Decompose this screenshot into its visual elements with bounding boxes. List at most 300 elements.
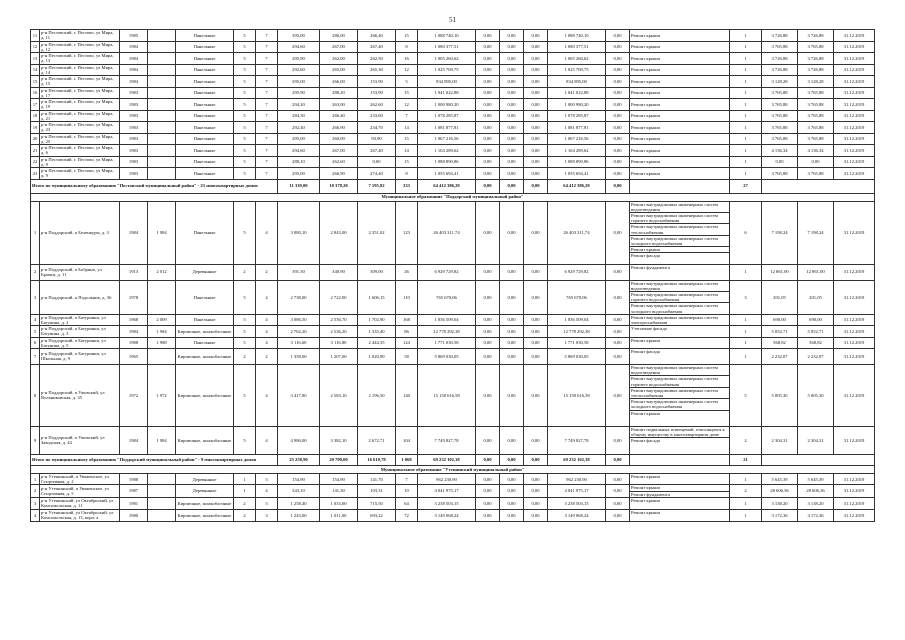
total-c13: 0,00 bbox=[476, 179, 500, 193]
year-built-cell: 1983 bbox=[120, 168, 148, 180]
table-row bbox=[31, 168, 875, 180]
wall-material-cell: Кирпичные, шлакоблочные bbox=[176, 348, 234, 364]
work-type-cell: Ремонт крыши bbox=[630, 41, 730, 53]
work-type-item: Ремонт фундамента bbox=[631, 491, 670, 497]
value-c16: 1 041 022,88 bbox=[548, 87, 606, 99]
table-row bbox=[31, 473, 875, 484]
row-number: 17 bbox=[31, 99, 40, 111]
value-c15: 0,00 bbox=[524, 337, 548, 348]
value-c11: 64 bbox=[396, 497, 418, 509]
work-count-cell: 1 bbox=[730, 122, 762, 134]
entrances-cell: 7 bbox=[256, 133, 278, 145]
year-renovated-cell bbox=[148, 280, 176, 314]
value-c13: 0,00 bbox=[476, 314, 500, 325]
value-c13: 0,00 bbox=[476, 337, 500, 348]
work-type-cell: Ремонт крыши bbox=[630, 133, 730, 145]
value-c13: 0,00 bbox=[476, 201, 500, 264]
entrances-cell: 7 bbox=[256, 168, 278, 180]
row-number: 22 bbox=[31, 156, 40, 168]
value-c16: 1 000 980,20 bbox=[548, 99, 606, 111]
floors-cell: 5 bbox=[234, 426, 256, 454]
value-c10: 1 606,15 bbox=[358, 280, 396, 314]
total-c9: 10 378,20 bbox=[320, 179, 358, 193]
value-c17: 0,00 bbox=[606, 473, 630, 484]
total-label: Итого по муниципальному образованию "Поддорский муниципальный район" - 9 многоквартирных домов bbox=[31, 454, 278, 465]
value-cost: 765 670,06 bbox=[418, 280, 476, 314]
floors-cell: 5 bbox=[234, 87, 256, 99]
value-c9: 340,90 bbox=[320, 264, 358, 280]
wall-material-cell: Деревянные bbox=[176, 264, 234, 280]
row-number: 2 bbox=[31, 264, 40, 280]
value-c15: 0,00 bbox=[524, 41, 548, 53]
total-c13: 0,00 bbox=[476, 454, 500, 465]
total-c15: 0,00 bbox=[524, 179, 548, 193]
year-renovated-cell bbox=[148, 497, 176, 509]
value-c14: 0,00 bbox=[500, 145, 524, 157]
work-types-cell bbox=[630, 473, 730, 484]
year-renovated-cell bbox=[148, 156, 176, 168]
capital-repair-table bbox=[30, 29, 875, 522]
max-unit-cost-cell: 3 765,88 bbox=[798, 99, 834, 111]
total-empty bbox=[762, 179, 875, 193]
work-count-cell: 1 bbox=[730, 41, 762, 53]
address-cell: р-н Поддорский, п Ужовский, ул Заводская, д. 44 bbox=[40, 426, 120, 454]
value-c13: 0,00 bbox=[476, 168, 500, 180]
value-c9: 1 011,00 bbox=[320, 509, 358, 521]
address-cell: р-н Утешинский, ул Октябрьский, ул Комсомольская, д. 11 bbox=[40, 497, 120, 509]
year-renovated-cell: 1 984 bbox=[148, 201, 176, 264]
year-renovated-cell bbox=[148, 99, 176, 111]
row-number: 16 bbox=[31, 87, 40, 99]
work-types-cell bbox=[630, 264, 730, 280]
value-c16: 1 078 285,87 bbox=[548, 110, 606, 122]
value-c13: 0,00 bbox=[476, 497, 500, 509]
entrances-cell: 7 bbox=[256, 156, 278, 168]
value-c13: 0,00 bbox=[476, 87, 500, 99]
deadline-cell: 31.12.2019 bbox=[834, 41, 875, 53]
value-c17: 0,00 bbox=[606, 337, 630, 348]
floors-cell: 5 bbox=[234, 168, 256, 180]
total-c10: 7 195,82 bbox=[358, 179, 396, 193]
table-row bbox=[31, 314, 875, 325]
floors-cell: 5 bbox=[234, 99, 256, 111]
max-unit-cost-cell: 28 606,36 bbox=[798, 485, 834, 497]
work-type-item: Ремонт подвальных помещений, относящихся к общему имуществу в многоквартирном доме bbox=[630, 427, 729, 438]
value-c14: 0,00 bbox=[500, 201, 524, 264]
section-header-row bbox=[31, 465, 875, 473]
row-number: 19 bbox=[31, 122, 40, 134]
table-row bbox=[31, 41, 875, 53]
floors-cell: 1 bbox=[234, 485, 256, 497]
value-cost: 1 088 740,10 bbox=[418, 30, 476, 42]
value-c11: 58 bbox=[396, 348, 418, 364]
value-c8: 2 762,20 bbox=[278, 326, 320, 337]
value-c9: 1 033,00 bbox=[320, 497, 358, 509]
work-type-item: Ремонт внутридомовых инженерных систем холодного водоснабжения bbox=[630, 236, 729, 247]
value-c13: 0,00 bbox=[476, 41, 500, 53]
value-c15: 0,00 bbox=[524, 326, 548, 337]
value-c17: 0,00 bbox=[606, 76, 630, 88]
value-c8: 1 258,40 bbox=[278, 497, 320, 509]
value-c11: 123 bbox=[396, 201, 418, 264]
value-c11: 14 bbox=[396, 145, 418, 157]
value-c13: 0,00 bbox=[476, 264, 500, 280]
deadline-cell: 31.12.2019 bbox=[834, 509, 875, 521]
year-built-cell: 1984 bbox=[120, 326, 148, 337]
value-c9: 263,00 bbox=[320, 99, 358, 111]
value-c14: 0,00 bbox=[500, 87, 524, 99]
value-c14: 0,00 bbox=[500, 348, 524, 364]
unit-cost-cell: 3 765,88 bbox=[762, 41, 798, 53]
year-built-cell: 1983 bbox=[120, 145, 148, 157]
value-c10: 693,22 bbox=[358, 509, 396, 521]
year-renovated-cell bbox=[148, 41, 176, 53]
total-c16: 69 232 102,38 bbox=[548, 454, 606, 465]
value-c15: 0,00 bbox=[524, 87, 548, 99]
address-cell: р-н Утешинский, п Уваженское, ул Спортивная, д. 2 bbox=[40, 473, 120, 484]
value-c15: 0,00 bbox=[524, 201, 548, 264]
deadline-cell: 31.12.2019 bbox=[834, 326, 875, 337]
value-c17: 0,00 bbox=[606, 168, 630, 180]
address-cell: р-н Пестовский, г. Пестово, ул Мира, д. 9 bbox=[40, 168, 120, 180]
wall-material-cell: Кирпичные, шлакоблочные bbox=[176, 509, 234, 521]
max-unit-cost-cell: 3 765,88 bbox=[798, 87, 834, 99]
value-c13: 0,00 bbox=[476, 156, 500, 168]
address-cell: р-н Пестовский, г. Пестово, ул Мира, д. 11 bbox=[40, 30, 120, 42]
work-types-cell bbox=[630, 426, 730, 454]
value-c13: 0,00 bbox=[476, 326, 500, 337]
address-cell: р-н Пестовский, г. Пестово, ул Мира, д. 23 bbox=[40, 122, 120, 134]
value-c9: 2 583,10 bbox=[320, 364, 358, 426]
value-c10: 262,50 bbox=[358, 53, 396, 65]
value-c16: 4 041 975,17 bbox=[548, 485, 606, 497]
floors-cell: 5 bbox=[234, 76, 256, 88]
value-c9: 265,00 bbox=[320, 64, 358, 76]
unit-cost-cell: 28 606,36 bbox=[762, 485, 798, 497]
work-type-item: Ремонт крыши bbox=[631, 473, 660, 479]
value-c8: 1 243,00 bbox=[278, 509, 320, 521]
floors-cell: 2 bbox=[234, 348, 256, 364]
unit-cost-cell: 3 726,88 bbox=[762, 53, 798, 65]
value-cost: 15 158 616,58 bbox=[418, 364, 476, 426]
work-count-cell: 1 bbox=[730, 497, 762, 509]
year-renovated-cell: 2 012 bbox=[148, 264, 176, 280]
value-c10: 262,60 bbox=[358, 99, 396, 111]
year-renovated-cell bbox=[148, 348, 176, 364]
address-cell: р-н Поддорский, п Батуринки, ул Батунина, д. 2 bbox=[40, 314, 120, 325]
deadline-cell: 31.12.2019 bbox=[834, 76, 875, 88]
deadline-cell: 31.12.2019 bbox=[834, 156, 875, 168]
year-built-cell: 1913 bbox=[120, 264, 148, 280]
work-types-cell bbox=[630, 280, 730, 314]
section-title: Муниципальное образование "Утешинский муниципальный район" bbox=[31, 465, 875, 473]
work-type-item: Ремонт крыши bbox=[631, 337, 660, 343]
deadline-cell: 31.12.2019 bbox=[834, 53, 875, 65]
year-built-cell: 1981 bbox=[120, 497, 148, 509]
year-renovated-cell bbox=[148, 76, 176, 88]
value-c17: 0,00 bbox=[606, 264, 630, 280]
unit-cost-cell: 3 765,88 bbox=[762, 99, 798, 111]
year-renovated-cell bbox=[148, 473, 176, 484]
work-type-item: Ремонт внутридомовых инженерных систем горячего водоснабжения bbox=[630, 292, 729, 303]
entrances-cell: 2 bbox=[256, 348, 278, 364]
wall-material-cell: Панельные bbox=[176, 64, 234, 76]
floors-cell: 2 bbox=[234, 497, 256, 509]
work-type-cell: Ремонт крыши bbox=[630, 76, 730, 88]
value-c14: 0,00 bbox=[500, 364, 524, 426]
value-c10: 267,40 bbox=[358, 41, 396, 53]
value-cost: 1 041 022,88 bbox=[418, 87, 476, 99]
unit-cost-cell: 3 765,88 bbox=[762, 133, 798, 145]
year-built-cell: 1984 bbox=[120, 53, 148, 65]
work-type-item: Ремонт крыши bbox=[631, 509, 660, 515]
deadline-cell: 31.12.2019 bbox=[834, 264, 875, 280]
table-row bbox=[31, 426, 875, 454]
value-c8: 284,30 bbox=[278, 110, 320, 122]
unit-cost-cell: 5 052,71 bbox=[762, 326, 798, 337]
entrances-cell: 4 bbox=[256, 280, 278, 314]
value-c17: 0,00 bbox=[606, 99, 630, 111]
wall-material-cell: Панельные bbox=[176, 201, 234, 264]
wall-material-cell: Панельные bbox=[176, 122, 234, 134]
value-c16: 1 080 377,51 bbox=[548, 41, 606, 53]
value-c17: 0,00 bbox=[606, 30, 630, 42]
deadline-cell: 31.12.2019 bbox=[834, 497, 875, 509]
entrances-cell: 4 bbox=[256, 201, 278, 264]
value-c11: 104 bbox=[396, 426, 418, 454]
value-c16: 1 771 030,58 bbox=[548, 337, 606, 348]
value-c9: 154,90 bbox=[320, 473, 358, 484]
value-c11: 110 bbox=[396, 280, 418, 314]
year-renovated-cell: 1 984 bbox=[148, 426, 176, 454]
value-c16: 1 081 877,81 bbox=[548, 122, 606, 134]
year-renovated-cell bbox=[148, 122, 176, 134]
unit-cost-cell: 5 005,30 bbox=[762, 364, 798, 426]
max-unit-cost-cell: 5 052,71 bbox=[798, 326, 834, 337]
value-c14: 0,00 bbox=[500, 133, 524, 145]
value-c17: 0,00 bbox=[606, 133, 630, 145]
value-c13: 0,00 bbox=[476, 76, 500, 88]
year-renovated-cell bbox=[148, 30, 176, 42]
value-c14: 0,00 bbox=[500, 53, 524, 65]
value-c14: 0,00 bbox=[500, 122, 524, 134]
table-row bbox=[31, 87, 875, 99]
value-c10: 267,40 bbox=[358, 145, 396, 157]
work-type-item: Ремонт внутридомовых инженерных систем теплоснабжения bbox=[630, 388, 729, 399]
value-cost: 3 149 068,24 bbox=[418, 509, 476, 521]
value-c10: 233,60 bbox=[358, 110, 396, 122]
value-cost: 1 081 877,81 bbox=[418, 122, 476, 134]
year-built-cell: 1984 bbox=[120, 76, 148, 88]
floors-cell: 5 bbox=[234, 110, 256, 122]
value-c16: 1 088 740,10 bbox=[548, 30, 606, 42]
value-c9: 266,90 bbox=[320, 122, 358, 134]
row-number: 15 bbox=[31, 76, 40, 88]
value-c17: 0,00 bbox=[606, 348, 630, 364]
table-row bbox=[31, 509, 875, 521]
work-type-item: Ремонт внутридомовых инженерных систем холодного водоснабжения bbox=[630, 399, 729, 410]
year-built-cell: 1985 bbox=[120, 30, 148, 42]
year-built-cell: 1984 bbox=[120, 201, 148, 264]
floors-cell: 5 bbox=[234, 122, 256, 134]
address-cell: р-н Пестовский, г. Пестово, ул Мира, д. 21 bbox=[40, 110, 120, 122]
unit-cost-cell: 5 645,39 bbox=[762, 473, 798, 484]
value-c9: 2 536,20 bbox=[320, 326, 358, 337]
work-type-item: Ремонт внутридомовых инженерных систем электроснабжения bbox=[631, 314, 718, 325]
value-c10: 0,00 bbox=[358, 156, 396, 168]
unit-cost-cell: 3 726,88 bbox=[762, 64, 798, 76]
value-c16: 1 025 769,75 bbox=[548, 64, 606, 76]
table-row bbox=[31, 99, 875, 111]
deadline-cell: 31.12.2019 bbox=[834, 337, 875, 348]
max-unit-cost-cell: 7 198,24 bbox=[798, 201, 834, 264]
unit-cost-cell: 568,82 bbox=[762, 337, 798, 348]
value-c11: 5 bbox=[396, 76, 418, 88]
value-c8: 292,60 bbox=[278, 64, 320, 76]
value-c9: 1 207,00 bbox=[320, 348, 358, 364]
value-c13: 0,00 bbox=[476, 145, 500, 157]
value-c9: 3 116,80 bbox=[320, 337, 358, 348]
table-row bbox=[31, 133, 875, 145]
work-types-cell bbox=[630, 337, 730, 348]
entrances-cell: 2 bbox=[256, 264, 278, 280]
total-c17: 0,00 bbox=[606, 179, 630, 193]
value-cost: 6 929 729,82 bbox=[418, 264, 476, 280]
value-c11: 72 bbox=[396, 509, 418, 521]
value-c10: 2 444,35 bbox=[358, 337, 396, 348]
year-renovated-cell bbox=[148, 64, 176, 76]
address-cell: р-н Поддорский, п Батуринки, ул Батунина, д. 3 bbox=[40, 326, 120, 337]
work-type-cell: Ремонт крыши bbox=[630, 145, 730, 157]
work-type-item: Ремонт фундамента bbox=[631, 264, 670, 270]
value-c14: 0,00 bbox=[500, 99, 524, 111]
value-c15: 0,00 bbox=[524, 364, 548, 426]
row-number: 7 bbox=[31, 348, 40, 364]
work-count-cell: 1 bbox=[730, 76, 762, 88]
row-number: 3 bbox=[31, 497, 40, 509]
value-c15: 0,00 bbox=[524, 122, 548, 134]
value-c11: 7 bbox=[396, 110, 418, 122]
max-unit-cost-cell: 3 726,88 bbox=[798, 64, 834, 76]
table-row bbox=[31, 485, 875, 497]
deadline-cell: 31.12.2019 bbox=[834, 485, 875, 497]
value-c16: 3 238 503,15 bbox=[548, 497, 606, 509]
wall-material-cell: Деревянные bbox=[176, 473, 234, 484]
value-c11: 15 bbox=[396, 156, 418, 168]
floors-cell: 5 bbox=[234, 145, 256, 157]
value-c15: 0,00 bbox=[524, 64, 548, 76]
deadline-cell: 31.12.2019 bbox=[834, 145, 875, 157]
work-types-cell bbox=[630, 485, 730, 497]
value-c16: 5 869 030,05 bbox=[548, 348, 606, 364]
year-renovated-cell bbox=[148, 53, 176, 65]
value-c10: 153,90 bbox=[358, 76, 396, 88]
entrances-cell: 7 bbox=[256, 64, 278, 76]
value-cost: 1 067 216,56 bbox=[418, 133, 476, 145]
max-unit-cost-cell: 568,82 bbox=[798, 337, 834, 348]
table-row bbox=[31, 122, 875, 134]
year-built-cell: 1983 bbox=[120, 122, 148, 134]
value-c10: 1 020,90 bbox=[358, 348, 396, 364]
deadline-cell: 31.12.2019 bbox=[834, 426, 875, 454]
value-c8: 3 080,10 bbox=[278, 201, 320, 264]
work-type-cell: Ремонт крыши bbox=[630, 64, 730, 76]
value-c11: 14 bbox=[396, 122, 418, 134]
unit-cost-cell: 0,00 bbox=[762, 156, 798, 168]
entrances-cell: 7 bbox=[256, 53, 278, 65]
max-unit-cost-cell: 5 645,39 bbox=[798, 473, 834, 484]
year-built-cell: 1987 bbox=[120, 485, 148, 497]
max-unit-cost-cell: 690,00 bbox=[798, 314, 834, 325]
value-c14: 0,00 bbox=[500, 497, 524, 509]
value-c16: 15 158 616,58 bbox=[548, 364, 606, 426]
value-c11: 168 bbox=[396, 314, 418, 325]
value-c17: 0,00 bbox=[606, 201, 630, 264]
value-cost: 1 104 289,62 bbox=[418, 145, 476, 157]
deadline-cell: 31.12.2019 bbox=[834, 110, 875, 122]
value-c8: 294,60 bbox=[278, 145, 320, 157]
year-renovated-cell: 1 984 bbox=[148, 326, 176, 337]
year-built-cell: 1983 bbox=[120, 87, 148, 99]
work-count-cell: 1 bbox=[730, 133, 762, 145]
value-c14: 0,00 bbox=[500, 64, 524, 76]
floors-cell: 1 bbox=[234, 473, 256, 484]
total-work-count: 27 bbox=[730, 179, 762, 193]
floors-cell: 2 bbox=[234, 264, 256, 280]
value-c10: 141,70 bbox=[358, 473, 396, 484]
value-c8: 3 116,60 bbox=[278, 337, 320, 348]
wall-material-cell: Панельные bbox=[176, 76, 234, 88]
row-number: 3 bbox=[31, 280, 40, 314]
year-built-cell: 1968 bbox=[120, 314, 148, 325]
value-c17: 0,00 bbox=[606, 122, 630, 134]
address-cell: р-н Утешинский, ул Октябрьский, ул Комсомольская, д. 13, корп. а bbox=[40, 509, 120, 521]
value-c15: 0,00 bbox=[524, 485, 548, 497]
unit-cost-cell: 2 304,31 bbox=[762, 426, 798, 454]
value-c16: 1 005 260,62 bbox=[548, 53, 606, 65]
value-c10: 265,30 bbox=[358, 64, 396, 76]
value-c15: 0,00 bbox=[524, 473, 548, 484]
section-header-row bbox=[31, 193, 875, 201]
max-unit-cost-cell: 0,00 bbox=[798, 156, 834, 168]
value-c16: 1 104 289,62 bbox=[548, 145, 606, 157]
value-c14: 0,00 bbox=[500, 280, 524, 314]
total-c14: 0,00 bbox=[500, 179, 524, 193]
total-empty bbox=[630, 454, 730, 465]
work-type-item: Ремонт фасада bbox=[631, 348, 660, 354]
value-c9: 266,40 bbox=[320, 110, 358, 122]
value-cost: 1 078 285,87 bbox=[418, 110, 476, 122]
address-cell: р-н Пестовский, г. Пестово, ул Мира, д. 15 bbox=[40, 76, 120, 88]
value-c11: 8 bbox=[396, 41, 418, 53]
value-c15: 0,00 bbox=[524, 30, 548, 42]
total-empty bbox=[762, 454, 875, 465]
value-c9: 141,30 bbox=[320, 485, 358, 497]
value-c16: 1 088 890,86 bbox=[548, 156, 606, 168]
deadline-cell: 31.12.2019 bbox=[834, 87, 875, 99]
entrances-cell: 4 bbox=[256, 485, 278, 497]
section-title: Муниципальное образование "Поддорский муниципальный район" bbox=[31, 193, 875, 201]
value-c13: 0,00 bbox=[476, 426, 500, 454]
value-c13: 0,00 bbox=[476, 509, 500, 521]
value-c13: 0,00 bbox=[476, 53, 500, 65]
value-c8: 295,90 bbox=[278, 53, 320, 65]
unit-cost-cell: 3 128,28 bbox=[762, 76, 798, 88]
floors-cell: 5 bbox=[234, 326, 256, 337]
wall-material-cell: Кирпичные, шлакоблочные bbox=[176, 497, 234, 509]
value-c10: 2 196,50 bbox=[358, 364, 396, 426]
work-type-item: Ремонт внутридомовых инженерных систем водоотведения bbox=[630, 365, 729, 376]
